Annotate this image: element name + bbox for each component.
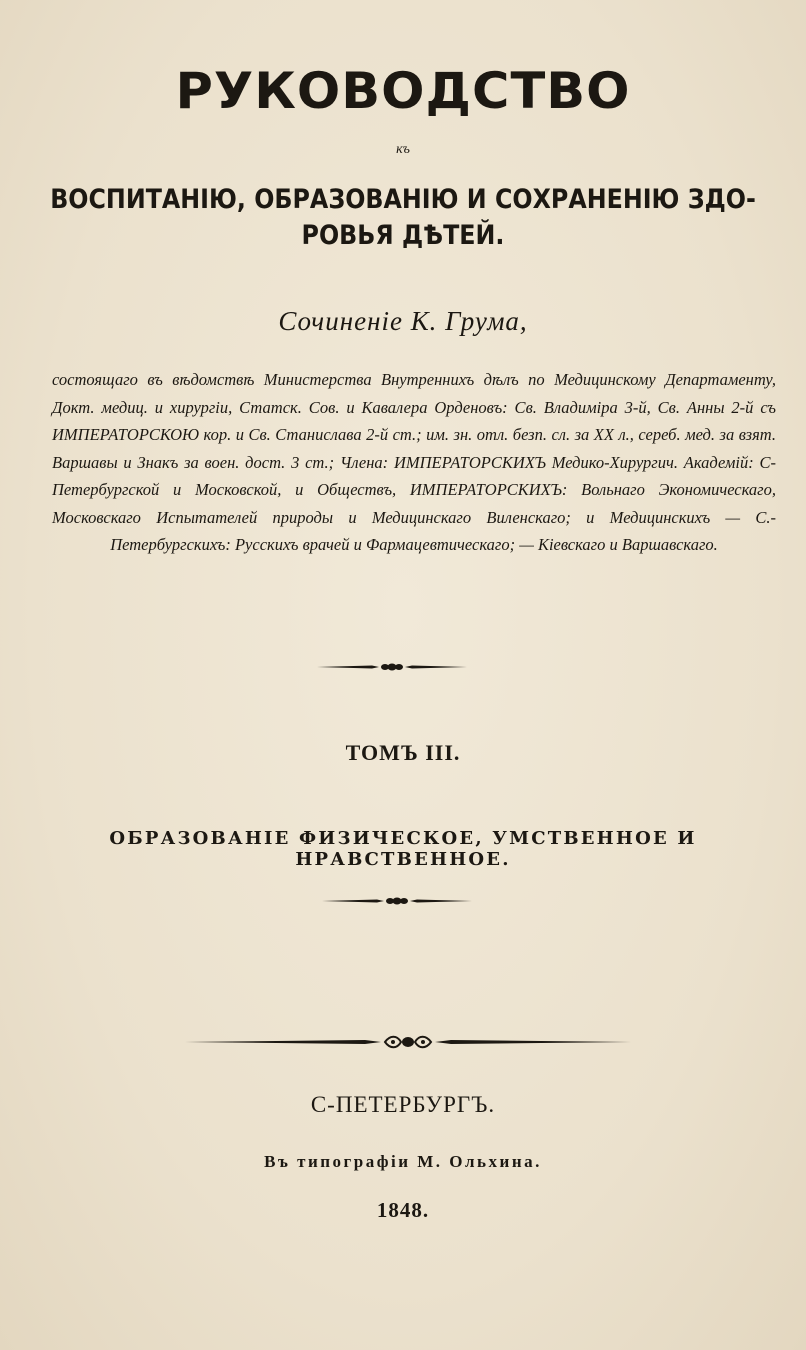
volume-label: ТОМЪ III. — [345, 740, 461, 765]
subtitle-line-2: РОВЬЯ ДѢТЕЙ. — [301, 220, 505, 251]
ornament-rule — [185, 1031, 631, 1053]
volume-subject: ОБРАЗОВАНІЕ ФИЗИЧЕСКОЕ, УМСТВЕННОЕ И НРАВСТВЕННОЕ. — [109, 828, 697, 870]
author-line: Сочиненіе К. Грума, — [278, 306, 528, 336]
imprint-printer: Въ типографіи М. Ольхина. — [264, 1152, 542, 1171]
imprint-year: 1848. — [376, 1198, 430, 1222]
imprint-city: С-ПЕТЕРБУРГЪ. — [310, 1092, 496, 1117]
ornament-divider-1 — [317, 660, 467, 674]
book-title: РУКОВОДСТВО — [175, 62, 631, 120]
author-credentials: состоящаго въ вѣдомствѣ Министерства Внутреннихъ дѣлъ по Медицинскому Департаменту, Докт. медиц. и хирургіи, Статск. Сов. и Кавалера Орденовъ: Св. Владиміра 3-й, Св. Анны 2-й съ ИМПЕРАТОРСКОЮ кор. и Св. Станислава 2-й ст.; им. зн. отл. безп. сл. за XX л., сереб. мед. за взят. Варшавы и Знакъ за воен. дост. 3 ст.; Члена: ИМПЕРАТОРСКИХЪ Медико-Хирургич. Академій: С-Петербургской и Московской, и Обществъ, ИМПЕРАТОРСКИХЪ: Вольнаго Экономическаго, Московскаго Испытателей природы и Медицинскаго Виленскаго; и Медицинскихъ — С.-Петербургскихъ: Русскихъ врачей и Фармацевтическаго; — Кіевскаго и Варшавскаго. — [52, 370, 776, 554]
subtitle-line-1: ВОСПИТАНІЮ, ОБРАЗОВАНІЮ И СОХРАНЕНІЮ ЗДО- — [50, 184, 756, 215]
title-connector: къ — [396, 142, 410, 157]
ornament-divider-2 — [322, 894, 472, 908]
